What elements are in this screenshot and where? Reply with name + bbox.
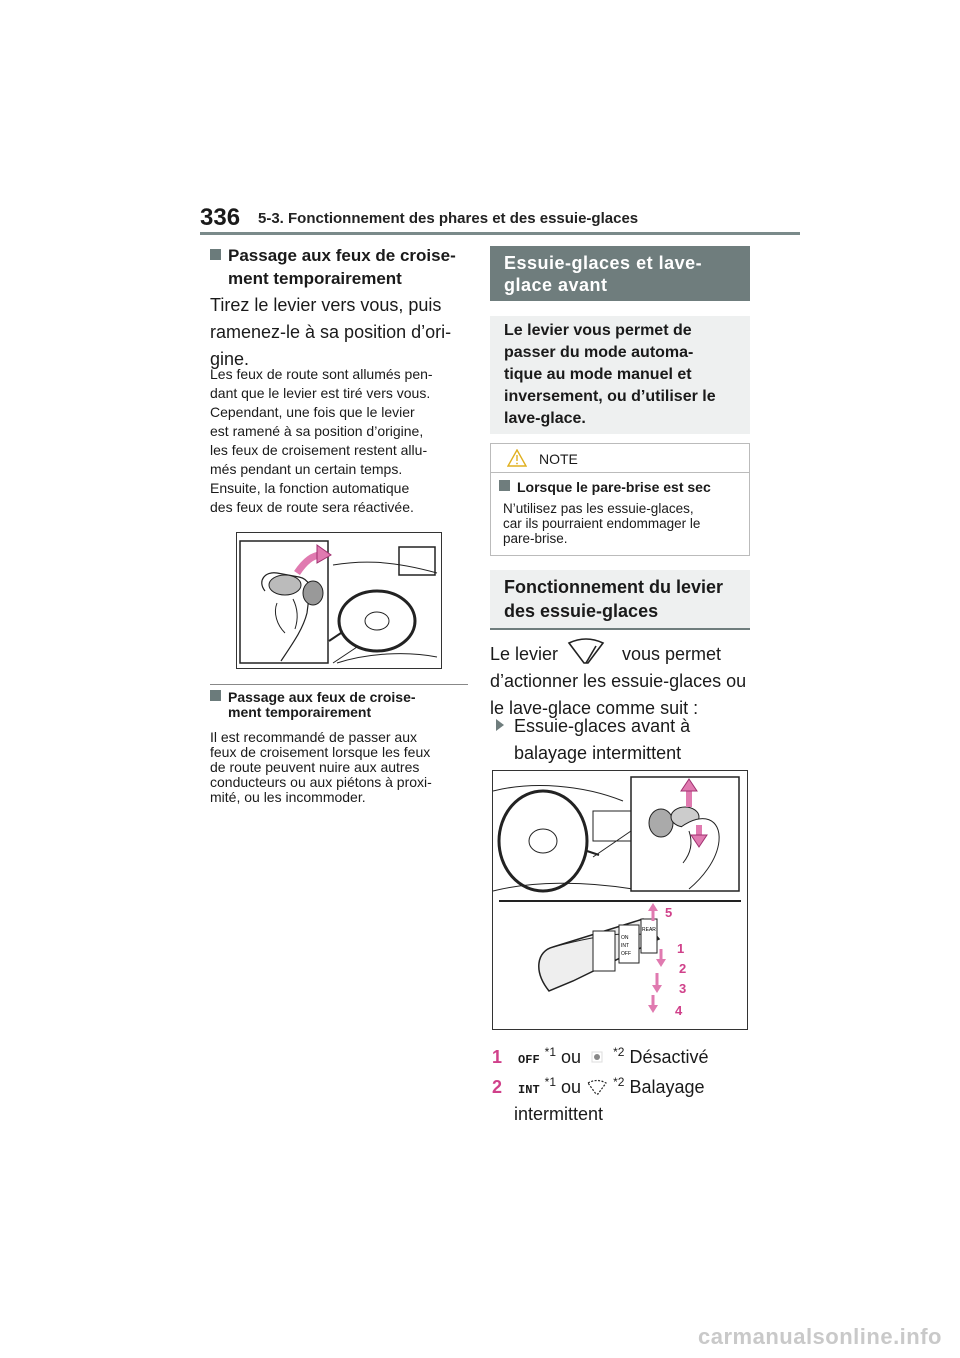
note-label: NOTE xyxy=(539,451,578,467)
headlight-lever-drawing xyxy=(237,533,441,668)
square-bullet-icon xyxy=(210,690,221,701)
off-label: OFF xyxy=(518,1053,540,1067)
diagram-number-2: 2 xyxy=(679,961,687,976)
item-number: 1 xyxy=(492,1047,503,1067)
heading-low-beam-note: Passage aux feux de croise- ment temporairement xyxy=(210,690,468,720)
wiper-icon xyxy=(566,637,606,667)
lever-label-on: ON xyxy=(621,935,629,941)
advice-text: Il est recommandé de passer aux feux de croisement lorsque les feux de route peuvent nuire aux autres conducteurs ou aux piétons à proxi- mité, ou les incommoder. xyxy=(210,729,432,805)
section-header: 5-3. Fonctionnement des phares et des essuie-glaces xyxy=(258,210,639,227)
intro-box: Le levier vous permet de passer du mode automa- tique au mode manuel et inversement, ou d’utiliser le lave-glace. xyxy=(490,316,750,434)
diagram-number-3: 3 xyxy=(679,981,687,996)
diagram-number-5: 5 xyxy=(665,905,673,920)
lever-label-rear: REAR xyxy=(642,927,656,933)
lever-label-off: OFF xyxy=(621,951,631,957)
heading-low-beam: Passage aux feux de croise- ment temporairement xyxy=(210,244,468,290)
item-1: 1 OFF $^{*1}$ ou $^{*2}$ Désactivé xyxy=(492,1045,709,1067)
diagram-number-1: 1 xyxy=(677,941,685,956)
note-heading: Lorsque le pare-brise est sec xyxy=(491,473,749,495)
divider xyxy=(210,684,468,685)
triangle-bullet-icon xyxy=(496,719,504,731)
page-number: 336 xyxy=(200,204,241,231)
wiper-lever-illustration xyxy=(492,770,748,1030)
lever-label-int: INT xyxy=(621,943,630,949)
wiper-lever-drawing xyxy=(493,771,747,1029)
warning-icon xyxy=(507,449,527,467)
subsection-title-box: Fonctionnement du levier des essuie-glaces xyxy=(490,570,750,630)
item-2: 2 INT $^{*1}$ ou $^{*2}$ Balayage intermittent xyxy=(492,1075,705,1124)
lever-description: Le levier vous permet d’actionner les essuie-glaces ou le lave-glace comme suit : xyxy=(490,641,750,722)
note-header xyxy=(491,444,749,473)
section-title-box: Essuie-glaces et lave- glace avant xyxy=(490,246,750,301)
description-text: Les feux de route sont allumés pen- dant que le levier est tiré vers vous. Cependant, une fois que le levier est ramené à sa position d’origine, les feux de croisement restent allu- més pendant un certain temps. Ensuite, la fonction automatique des feux de route sera réactivée. xyxy=(210,366,433,515)
square-bullet-icon xyxy=(210,249,221,260)
square-bullet-icon xyxy=(499,480,510,491)
header-rule xyxy=(200,232,800,235)
diagram-number-4: 4 xyxy=(675,1003,683,1018)
headlight-lever-illustration xyxy=(236,532,442,669)
item-number: 2 xyxy=(492,1077,503,1097)
watermark: carmanualsonline.info xyxy=(698,1324,942,1349)
note-text: N’utilisez pas les essuie-glaces, car ils pourraient endommager le pare-brise. xyxy=(503,501,701,546)
bullet-intermittent: Essuie-glaces avant à balayage intermittent xyxy=(496,713,756,767)
instruction-text: Tirez le levier vers vous, puis ramenez-le à sa position d’ori- gine. xyxy=(210,295,452,369)
wiper-off-icon xyxy=(586,1047,608,1063)
wiper-int-icon xyxy=(586,1077,608,1093)
int-label: INT xyxy=(518,1083,540,1097)
note-box xyxy=(490,443,750,556)
